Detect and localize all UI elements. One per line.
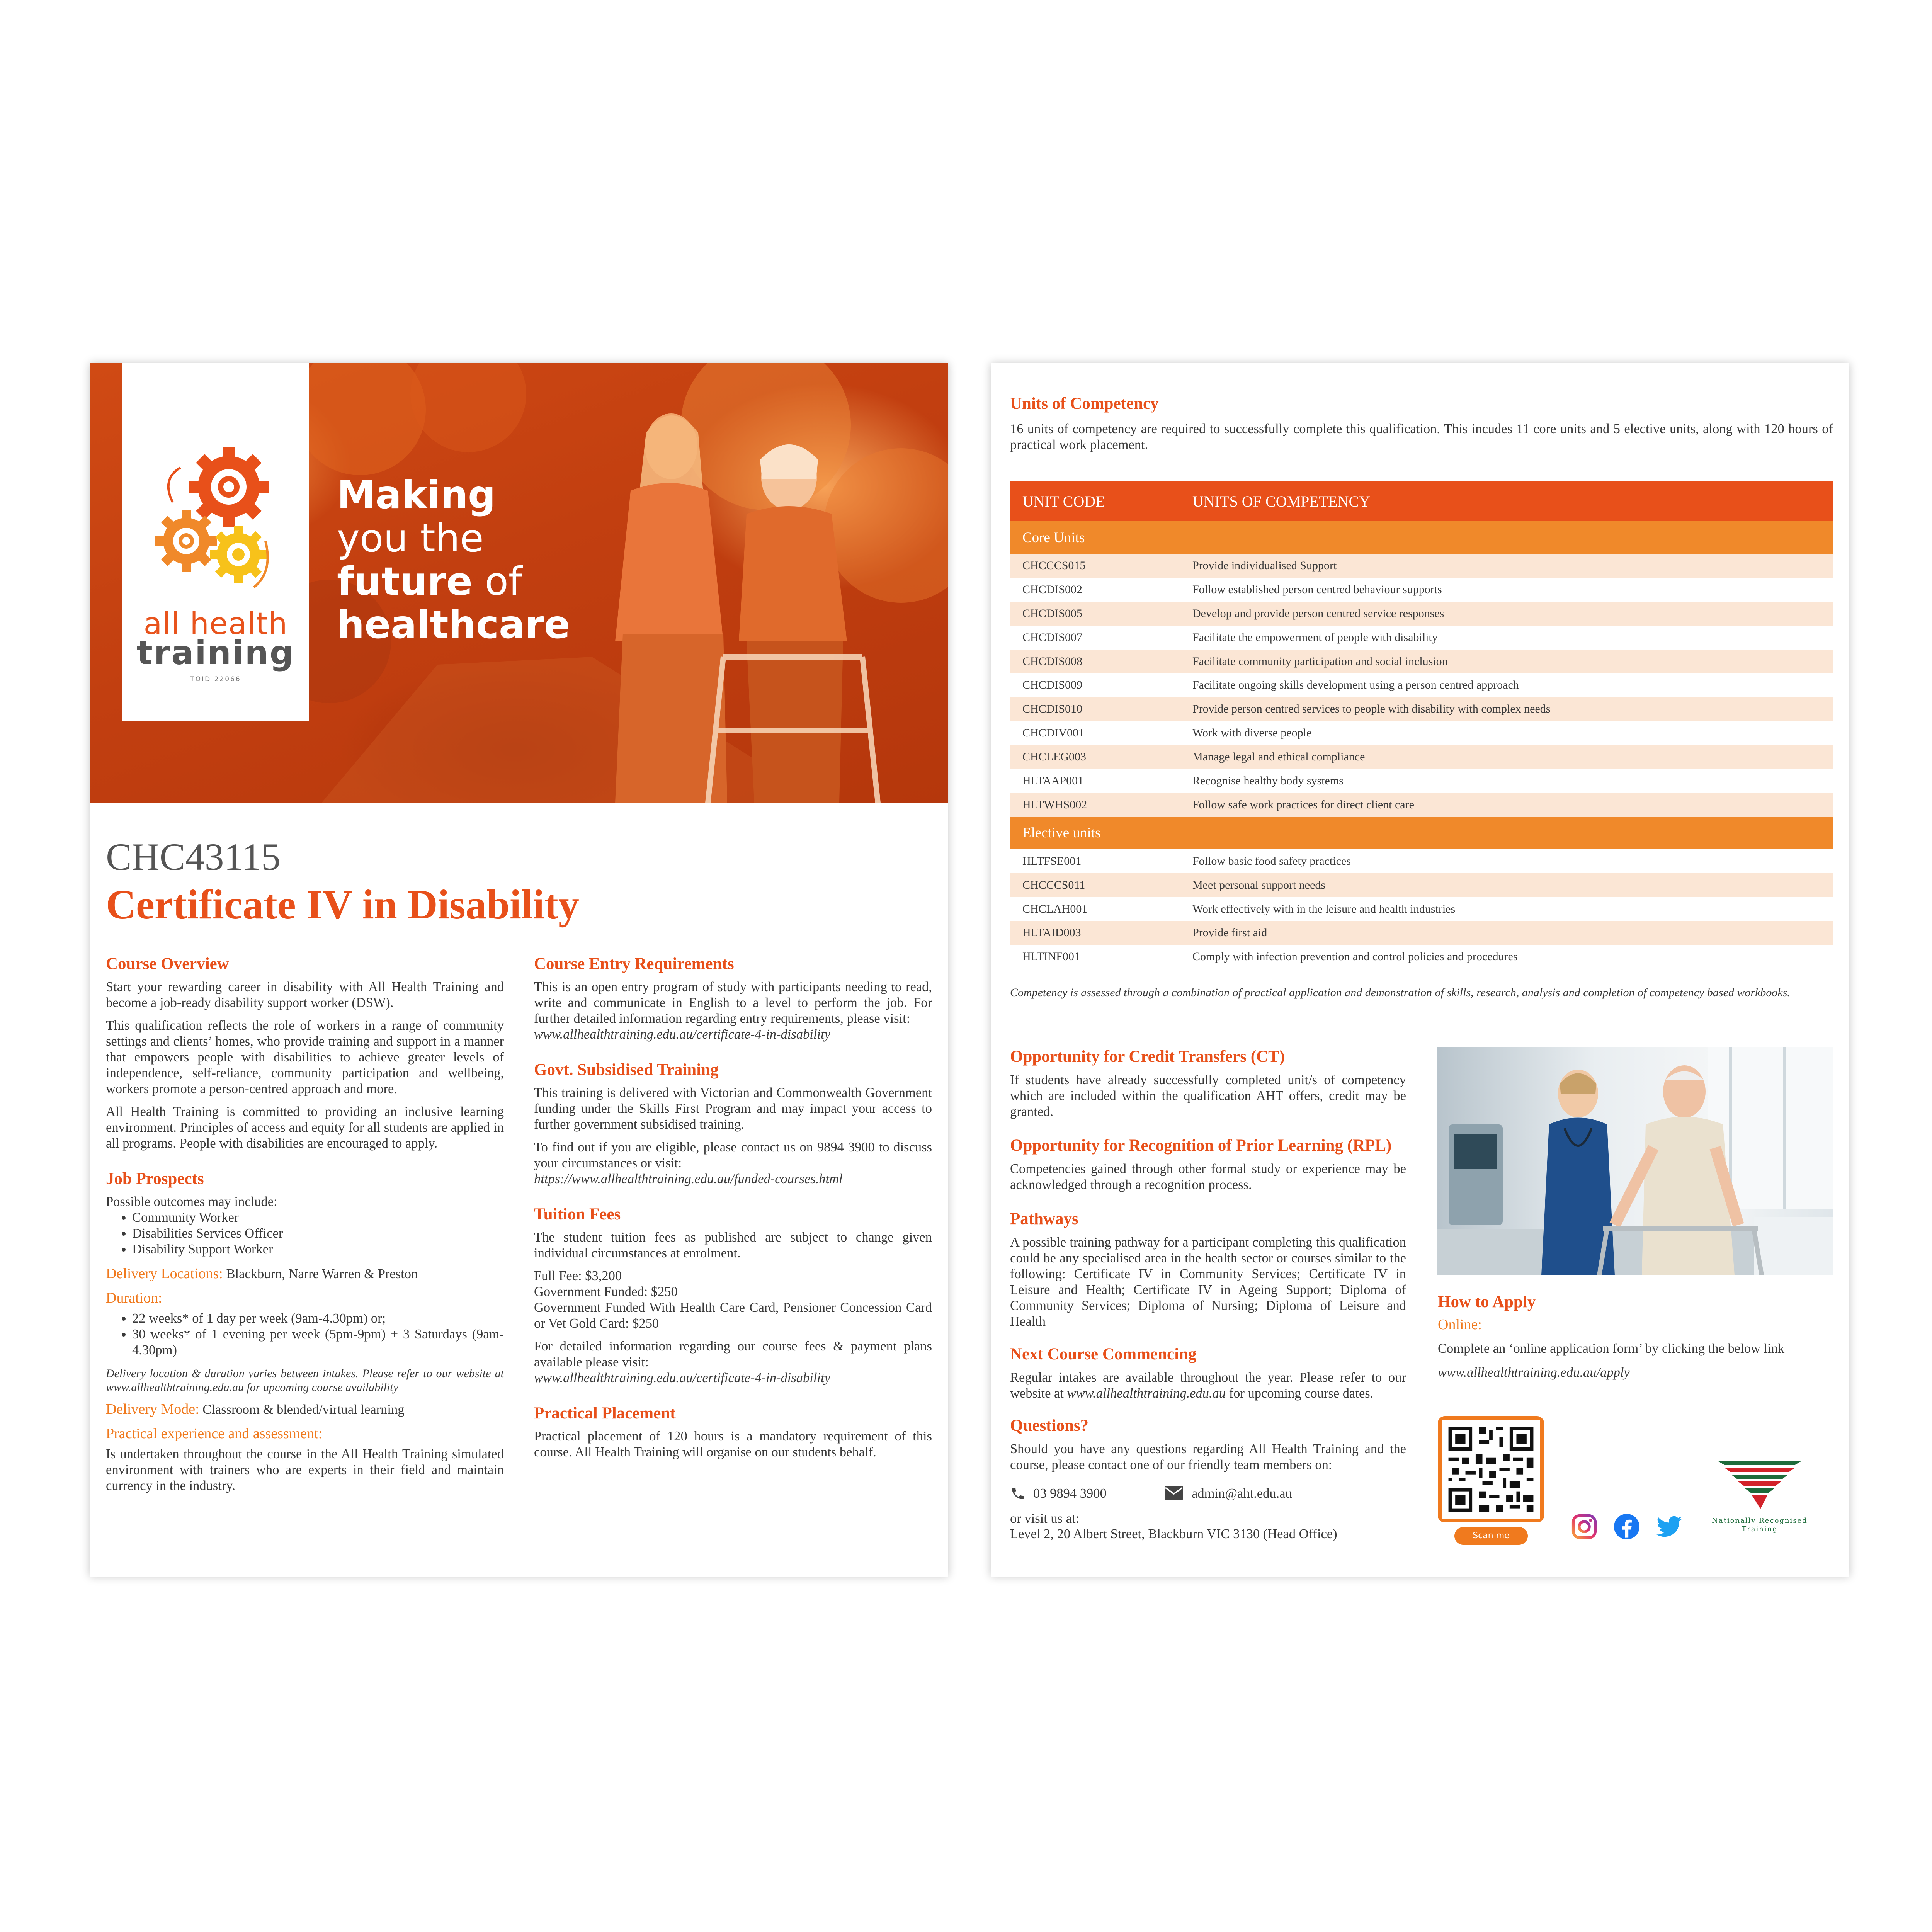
fee-govt: Government Funded: $250 [534, 1284, 678, 1299]
core-group-label: Core Units [1010, 521, 1833, 554]
placement-heading: Practical Placement [534, 1404, 676, 1422]
logo-toid: TOID 22066 [190, 675, 241, 683]
table-row [1010, 945, 1833, 969]
unit-code: HLTAID003 [1010, 921, 1192, 945]
govt-link[interactable]: https://www.allhealthtraining.edu.au/funded-courses.html [534, 1172, 843, 1186]
questions-text: Should you have any questions regarding All Health Training and the course, please contact one of our friendly team members on: [1010, 1442, 1406, 1472]
table-row [1010, 721, 1833, 745]
list-item: • 30 weeks* of 1 evening per week (5pm-9pm) + 3 Saturdays (9am-4.30pm) [132, 1327, 504, 1358]
list-item: • 22 weeks* of 1 day per week (9am-4.30pm) or; [132, 1311, 504, 1327]
table-row [1010, 554, 1833, 578]
duration-list [106, 1311, 504, 1358]
nrt-line-2: Training [1742, 1525, 1778, 1533]
table-row [1010, 793, 1833, 817]
qr-code-frame[interactable] [1438, 1416, 1544, 1522]
visit-label: or visit us at: [1010, 1511, 1080, 1526]
unit-code: HLTAAP001 [1022, 774, 1084, 787]
delivery-mode-value: Classroom & blended/virtual learning [199, 1402, 405, 1417]
email-address[interactable]: admin@aht.edu.au [1192, 1486, 1292, 1501]
unit-name: Follow safe work practices for direct client care [1192, 793, 1833, 817]
unit-name: Follow basic food safety practices [1192, 854, 1351, 867]
nrt-line-1: Nationally Recognised [1712, 1517, 1808, 1525]
elective-group-label: Elective units [1010, 817, 1833, 849]
list-item: • Community Worker [132, 1210, 504, 1226]
unit-code: CHCDIS009 [1022, 679, 1083, 692]
pathways-text: A possible training pathway for a participant completing this qualification could be any specialised area in the health sector or courses similar to the following: Certificate IV in Community Services; Certificate IV in Leisure and Health; Certificate IV in Ageing Support; Diploma of Community Services; Diploma of Nursing; Diploma of Leisure and Health [1010, 1235, 1406, 1329]
left-column [106, 954, 504, 1501]
unit-name: Facilitate the empowerment of people with disability [1192, 631, 1438, 644]
qr-code-icon [1442, 1420, 1540, 1519]
photo-illustration [1437, 1047, 1833, 1275]
col-header-name: UNITS OF COMPETENCY [1192, 481, 1833, 521]
govt-heading: Govt. Subsidised Training [534, 1061, 719, 1079]
right-column [534, 954, 932, 1467]
tagline-line-3b: of [485, 559, 522, 604]
ct-heading: Opportunity for Credit Transfers (CT) [1010, 1048, 1285, 1066]
table-row [1010, 897, 1833, 921]
unit-name: Provide individualised Support [1192, 554, 1833, 578]
next-course-text-b: for upcoming course dates. [1226, 1386, 1374, 1401]
phone-icon [1010, 1486, 1026, 1501]
unit-code: HLTINF001 [1022, 950, 1080, 963]
rpl-text: Competencies gained through other formal study or experience may be acknowledged through a recognition process. [1010, 1162, 1406, 1192]
gears-logo-icon [150, 444, 281, 599]
tagline-line-4: healthcare [337, 602, 570, 647]
unit-code: CHCLAH001 [1022, 902, 1088, 915]
questions-heading: Questions? [1010, 1417, 1089, 1435]
placement-text: Practical placement of 120 hours is a mandatory requirement of this course. All Health Training will organise on our students behalf. [534, 1429, 932, 1459]
delivery-locations-value: Blackburn, Narre Warren & Preston [223, 1267, 418, 1281]
list-item: • Disability Support Worker [132, 1242, 504, 1257]
fee-full: Full Fee: $3,200 [534, 1269, 622, 1283]
delivery-locations-label: Delivery Locations: [106, 1265, 223, 1282]
unit-name: Meet personal support needs [1192, 873, 1833, 897]
unit-code: CHCDIS005 [1010, 602, 1192, 626]
unit-code: HLTWHS002 [1010, 793, 1192, 817]
practical-text: Is undertaken throughout the course in the All Health Training simulated environment with trainers who are experts in their field and maintain currency in the industry. [106, 1447, 504, 1493]
logo-text-primary: all health [143, 607, 288, 641]
next-course-text [1010, 1370, 1406, 1401]
unit-name: Recognise healthy body systems [1192, 774, 1344, 787]
unit-code: HLTFSE001 [1022, 854, 1082, 867]
table-row [1010, 873, 1833, 897]
unit-code: CHCDIS010 [1010, 697, 1192, 721]
unit-code: CHCCCS015 [1010, 554, 1192, 578]
unit-code: CHCDIS008 [1010, 650, 1192, 673]
apply-heading: How to Apply [1438, 1293, 1536, 1311]
units-table [1010, 481, 1833, 969]
fees-link[interactable]: www.allhealthtraining.edu.au/certificate-4-in-disability [534, 1371, 830, 1385]
entry-link[interactable]: www.allhealthtraining.edu.au/certificate-4-in-disability [534, 1027, 830, 1042]
fee-concession: Government Funded With Health Care Card, Pensioner Concession Card or Vet Gold Card: $250 [534, 1300, 932, 1331]
duration-note: Delivery location & duration varies between intakes. Please refer to our website at www.allhealthtraining.edu.au for upcoming course availability [106, 1367, 504, 1394]
duration-label: Duration: [106, 1290, 162, 1306]
jobs-list [106, 1210, 504, 1257]
fees-paragraph-1: The student tuition fees as published are subject to change given individual circumstances at enrolment. [534, 1230, 932, 1260]
rpl-heading: Opportunity for Recognition of Prior Learning (RPL) [1010, 1136, 1392, 1155]
next-course-heading: Next Course Commencing [1010, 1345, 1197, 1363]
table-row [1010, 921, 1833, 945]
overview-paragraph-1: Start your rewarding career in disability with All Health Training and become a job-ready disability support worker (DSW). [106, 980, 504, 1010]
delivery-mode [106, 1401, 504, 1418]
overview-paragraph-3: All Health Training is committed to providing an inclusive learning environment. Principles of access and equity for all students are applied in all programs. People with disabilities are encouraged to apply. [106, 1104, 504, 1151]
hero-tagline [337, 473, 570, 646]
unit-name: Comply with infection prevention and control policies and procedures [1192, 950, 1518, 963]
govt-paragraph-2: To find out if you are eligible, please contact us on 9894 3900 to discuss your circumstances or visit: [534, 1140, 932, 1170]
brochure-page-front [90, 363, 948, 1577]
table-row [1010, 673, 1833, 697]
course-code: CHC43115 [106, 835, 281, 878]
elective-group-row [1010, 817, 1833, 849]
table-row [1010, 578, 1833, 602]
unit-name: Work effectively with in the leisure and health industries [1192, 902, 1456, 915]
unit-name: Develop and provide person centred service responses [1192, 602, 1833, 626]
unit-code: CHCCCS011 [1010, 873, 1192, 897]
list-item: • Disabilities Services Officer [132, 1226, 504, 1242]
assessment-note: Competency is assessed through a combination of practical application and demonstration of skills, research, analysis and completion of competency based workbooks. [1010, 986, 1790, 999]
unit-name: Work with diverse people [1192, 726, 1312, 740]
unit-name: Manage legal and ethical compliance [1192, 745, 1833, 769]
next-course-text-a: Regular intakes are available throughout the year. Please refer to our website at [1010, 1370, 1406, 1401]
practical-label: Practical experience and assessment: [106, 1425, 323, 1442]
table-row [1010, 745, 1833, 769]
col-header-code: UNIT CODE [1010, 481, 1192, 521]
unit-name: Facilitate ongoing skills development using a person centred approach [1192, 679, 1519, 692]
nrt-caption [1698, 1517, 1821, 1534]
table-header-row [1010, 481, 1833, 521]
delivery-mode-label: Delivery Mode: [106, 1401, 199, 1417]
fees-heading: Tuition Fees [534, 1205, 621, 1223]
tagline-line-3a: future [337, 559, 473, 604]
entry-text: This is an open entry program of study with participants needing to read, write and communicate in English to a level to perform the job. For further detailed information regarding entry requirements, please visit: [534, 980, 932, 1026]
units-heading: Units of Competency [1010, 395, 1159, 413]
ct-text: If students have already successfully completed unit/s of competency which are included within the qualification AHT offers, credit may be granted. [1010, 1073, 1406, 1119]
table-row [1010, 650, 1833, 673]
next-course-link[interactable]: www.allhealthtraining.edu.au [1067, 1386, 1226, 1401]
nurse-patient-photo [1437, 1047, 1833, 1275]
apply-link[interactable]: www.allhealthtraining.edu.au/apply [1438, 1365, 1630, 1380]
jobs-heading: Job Prospects [106, 1170, 204, 1188]
unit-code: CHCDIS002 [1022, 583, 1083, 596]
unit-name: Follow established person centred behaviour supports [1192, 583, 1442, 596]
unit-name: Provide first aid [1192, 921, 1833, 945]
jobs-intro: Possible outcomes may include: [106, 1194, 277, 1209]
brochure-page-back [991, 363, 1849, 1577]
unit-name: Provide person centred services to people with disability with complex needs [1192, 697, 1833, 721]
twitter-icon[interactable] [1655, 1513, 1683, 1541]
phone-number[interactable]: 03 9894 3900 [1033, 1486, 1107, 1501]
instagram-icon[interactable] [1570, 1513, 1598, 1541]
table-row [1010, 697, 1833, 721]
unit-name: Facilitate community participation and social inclusion [1192, 650, 1833, 673]
logo-text-secondary: training [136, 634, 295, 672]
tagline-line-1: Making [337, 472, 496, 517]
apply-text: Complete an ‘online application form’ by clicking the below link [1438, 1341, 1785, 1356]
overview-paragraph-2: This qualification reflects the role of workers in a range of community settings and clients’ homes, who provide training and support in a manner that empowers people with disabilities to achieve greater levels of independence, self-reliance, community participation and wellbeing, workers promote a person-centred approach and more. [106, 1018, 504, 1096]
table-row [1010, 769, 1833, 793]
table-row [1010, 849, 1833, 873]
core-group-row [1010, 521, 1833, 554]
table-row [1010, 602, 1833, 626]
overview-heading: Course Overview [106, 955, 229, 973]
logo-panel [122, 363, 309, 721]
course-title: Certificate IV in Disability [106, 882, 579, 928]
units-intro: 16 units of competency are required to successfully complete this qualification. This incudes 11 core units and 5 elective units, along with 120 hours of practical work placement. [1010, 422, 1833, 452]
online-label: Online: [1438, 1316, 1482, 1333]
delivery-locations [106, 1266, 504, 1282]
fees-paragraph-3: For detailed information regarding our course fees & payment plans available please visit: [534, 1339, 932, 1369]
unit-code: CHCDIV001 [1022, 726, 1085, 740]
table-row [1010, 626, 1833, 650]
entry-heading: Course Entry Requirements [534, 955, 734, 973]
hero-banner [90, 363, 948, 803]
pathways-heading: Pathways [1010, 1210, 1078, 1228]
envelope-icon [1165, 1486, 1183, 1500]
nationally-recognised-training-logo [1717, 1461, 1802, 1517]
govt-paragraph-1: This training is delivered with Victorian and Commonwealth Government funding under the Skills First Program and may impact your access to further government subsidised training. [534, 1085, 932, 1132]
address: Level 2, 20 Albert Street, Blackburn VIC 3130 (Head Office) [1010, 1527, 1337, 1541]
unit-code: CHCDIS007 [1022, 631, 1083, 644]
unit-code: CHCLEG003 [1010, 745, 1192, 769]
scan-me-button[interactable]: Scan me [1454, 1527, 1528, 1545]
tagline-line-2: you the [337, 515, 484, 561]
facebook-icon[interactable] [1613, 1513, 1641, 1541]
